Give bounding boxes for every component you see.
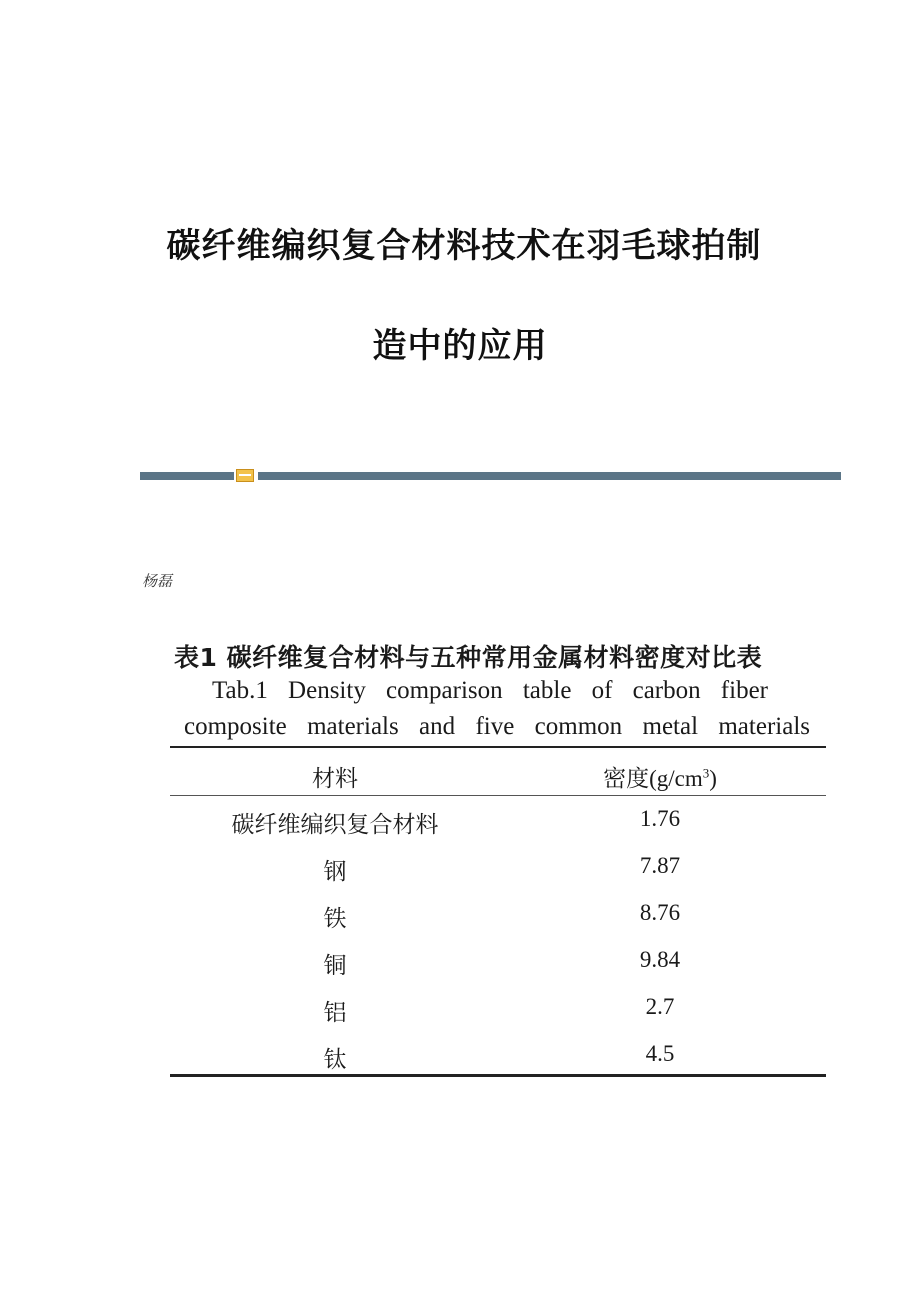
table-caption-english-line-2: composite materials and five common metal materials	[184, 713, 810, 740]
table-cell-density: 1.76	[639, 806, 681, 831]
table-header-density	[500, 760, 820, 793]
title-divider-right	[258, 472, 841, 480]
table-cell-density: 7.87	[639, 853, 681, 878]
table-header-material: 材料	[312, 766, 358, 791]
density-header-close: )	[709, 766, 717, 791]
table-top-rule	[170, 746, 826, 748]
table-cell-density: 9.84	[639, 947, 681, 972]
table-cell-material: 铜	[323, 953, 347, 978]
title-divider-left	[140, 472, 234, 480]
table-caption-chinese: 表1 碳纤维复合材料与五种常用金属材料密度对比表	[174, 643, 763, 672]
table-header-rule	[170, 795, 826, 796]
table-cell-material: 钢	[323, 859, 347, 884]
table-cell-density: 2.7	[645, 994, 675, 1019]
table-cell-density: 8.76	[639, 900, 681, 925]
density-header-text: 密度(g/cm	[603, 766, 703, 791]
table-cell-material: 铁	[323, 906, 347, 931]
table-bottom-rule	[170, 1074, 826, 1077]
table-cell-material: 钛	[323, 1047, 347, 1072]
author-name: 杨磊	[142, 572, 173, 590]
table-cell-density: 4.5	[645, 1041, 675, 1066]
document-title-line-2: 造中的应用	[372, 326, 548, 366]
density-unit-superscript: 3	[702, 765, 710, 781]
table-cell-material: 碳纤维编织复合材料	[231, 812, 439, 837]
envelope-icon	[236, 469, 254, 482]
document-title-line-1: 碳纤维编织复合材料技术在羽毛球拍制	[166, 226, 762, 266]
table-caption-english-line-1: Tab.1 Density comparison table of carbon fiber	[212, 677, 768, 704]
table-cell-material: 铝	[323, 1000, 347, 1025]
